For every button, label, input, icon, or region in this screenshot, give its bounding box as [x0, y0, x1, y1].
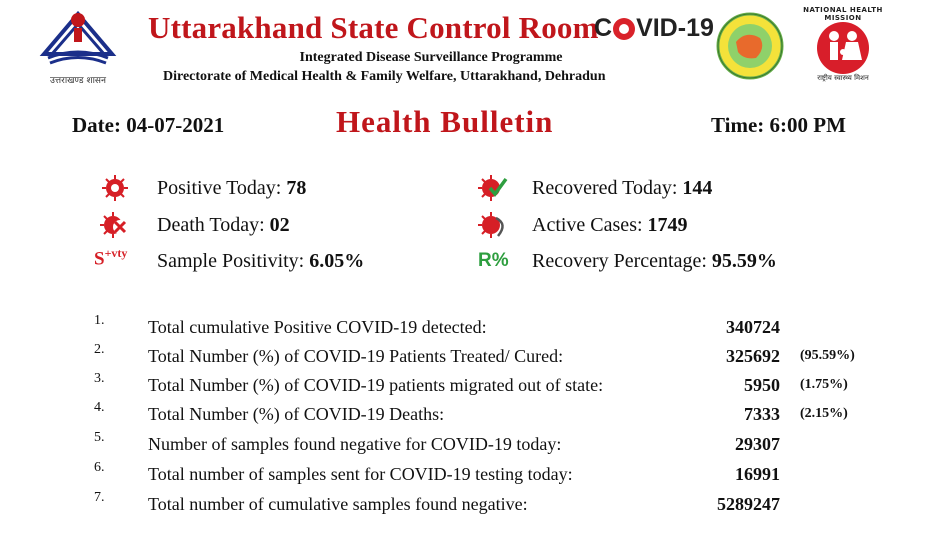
bulletin-heading: Health Bulletin: [336, 104, 554, 139]
table-row: [0, 342, 942, 370]
row-number: 1.: [94, 313, 105, 328]
recovered-today-icon: [478, 173, 508, 208]
row-text: Total number of samples sent for COVID-19 testing today:: [148, 464, 573, 484]
active-cases-label: Active Cases:: [532, 214, 648, 236]
row-value: 340724: [726, 317, 780, 337]
sample-positivity-icon-sup: +vty: [104, 246, 128, 260]
active-cases-icon: [478, 210, 508, 245]
sample-positivity-icon-s: S: [94, 248, 105, 270]
table-row: [0, 490, 942, 518]
recovered-today-label: Recovered Today:: [532, 177, 683, 199]
row-text: Total cumulative Positive COVID-19 detected:: [148, 317, 487, 337]
row-value: 5950: [744, 375, 780, 395]
row-text: Number of samples found negative for COVID-19 today:: [148, 434, 562, 454]
positive-today-value: 78: [286, 177, 307, 199]
active-cases: [532, 214, 688, 237]
death-today-icon: [100, 210, 130, 245]
row-text: Total Number (%) of COVID-19 Patients Treated/ Cured:: [148, 346, 564, 366]
row-text: Total Number (%) of COVID-19 patients migrated out of state:: [148, 375, 604, 395]
row-percent: (1.75%): [800, 377, 848, 392]
sample-positivity: [157, 250, 364, 273]
positive-today: [157, 177, 306, 200]
recovery-percentage-icon: R%: [478, 250, 509, 271]
sample-positivity-icon: [94, 246, 127, 270]
bulletin-time: Time: 6:00 PM: [711, 113, 846, 137]
recovered-today: [532, 177, 712, 200]
row-number: 6.: [94, 460, 105, 475]
programme-subtitle: Integrated Disease Surveillance Programme: [299, 50, 563, 65]
table-row: [0, 371, 942, 399]
sample-positivity-label: Sample Positivity:: [157, 250, 310, 272]
row-value: 16991: [735, 464, 780, 484]
row-percent: (2.15%): [800, 406, 848, 421]
emblem-caption: उत्तराखण्ड शासन: [49, 76, 106, 86]
covid-logo-text: VID-19: [636, 14, 714, 42]
recovery-percentage: [532, 250, 777, 273]
row-text: Total number of cumulative samples found negative:: [148, 494, 528, 514]
covid-logo-c: C: [594, 14, 613, 42]
row-percent: (95.59%): [800, 348, 855, 363]
table-row: [0, 460, 942, 488]
recovery-percentage-value: 95.59%: [711, 250, 777, 272]
covid-19-logo: [594, 14, 714, 43]
row-number: 3.: [94, 371, 105, 386]
idsp-globe-logo: [716, 12, 784, 85]
recovery-percentage-label: Recovery Percentage:: [532, 250, 712, 272]
national-health-mission-logo: [802, 8, 884, 89]
nhm-ring-text: NATIONAL HEALTH MISSION: [803, 6, 883, 22]
positive-today-icon: [100, 173, 130, 208]
row-number: 4.: [94, 400, 105, 415]
active-cases-value: 1749: [647, 214, 688, 236]
row-value: 7333: [744, 404, 780, 424]
row-number: 2.: [94, 342, 105, 357]
table-row: [0, 400, 942, 428]
virus-icon: [613, 18, 635, 40]
positive-today-label: Positive Today:: [157, 177, 287, 199]
row-text: Total Number (%) of COVID-19 Deaths:: [148, 404, 445, 424]
page-title: Uttarakhand State Control Room: [148, 10, 599, 45]
nhm-sub-text: राष्ट्रीय स्वास्थ्य मिशन: [817, 74, 869, 82]
recovered-today-value: 144: [682, 177, 713, 199]
row-number: 5.: [94, 430, 105, 445]
row-value: 5289247: [717, 494, 780, 514]
table-row: [0, 313, 942, 341]
uttarakhand-emblem-logo: [38, 6, 118, 84]
directorate-subtitle: Directorate of Medical Health & Family Welfare, Uttarakhand, Dehradun: [163, 69, 606, 84]
row-value: 29307: [735, 434, 780, 454]
death-today-label: Death Today:: [157, 214, 270, 236]
sample-positivity-value: 6.05%: [309, 250, 365, 272]
row-number: 7.: [94, 490, 105, 505]
death-today-value: 02: [269, 214, 290, 236]
bulletin-date: Date: 04-07-2021: [72, 113, 225, 137]
table-row: [0, 430, 942, 458]
row-value: 325692: [726, 346, 780, 366]
death-today: [157, 214, 290, 237]
